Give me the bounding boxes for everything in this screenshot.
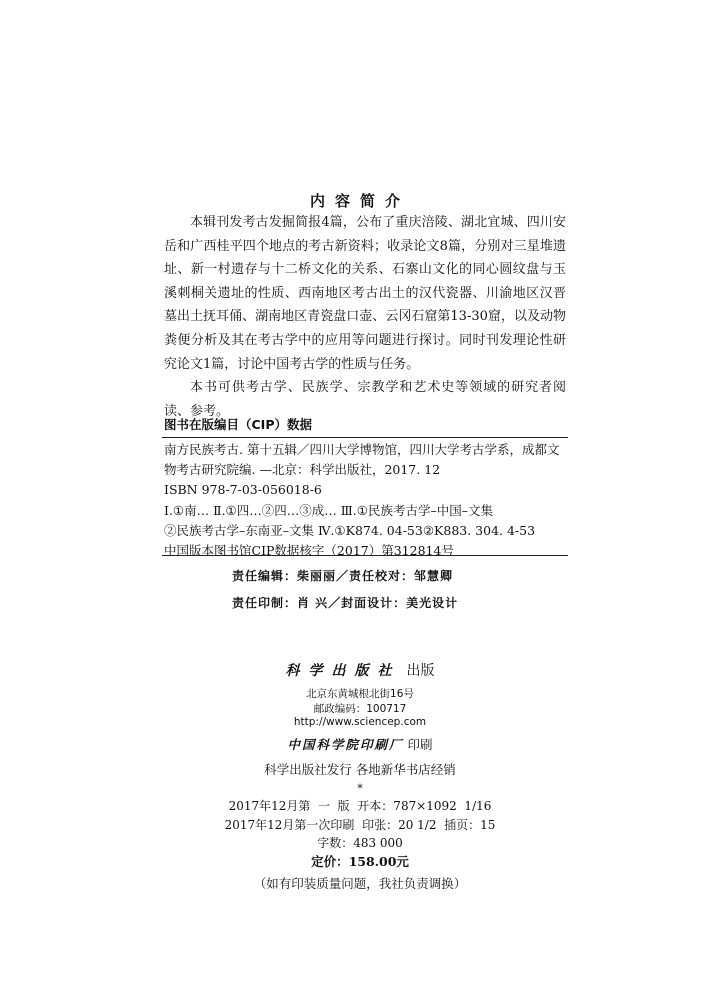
cip-line: 南方民族考古. 第十五辑／四川大学博物馆，四川大学考古学系，成都文 bbox=[164, 442, 560, 457]
separator-star: * bbox=[357, 782, 363, 795]
publisher-address: 北京东黄城根北街16号 bbox=[306, 688, 414, 700]
intro-body bbox=[164, 211, 566, 423]
intro-paragraph: 本辑刊发考古发掘简报4篇，公布了重庆涪陵、湖北宜城、四川安岳和广西桂平四个地点的考古新资料；收录论文8篇，分别对三星堆遗址、新一村遗存与十二桥文化的关系、石寨山文化的同心圆纹盘与玉溪刺桐关遗址的性质、西南地区考古出土的汉代瓷器、川渝地区汉晋墓出土抚耳俑、湖南地区青瓷盘口壶、云冈石窟第13-30窟，以及动物粪便分析及其在考古学中的应用等问题进行探讨。同时刊发理论性研究论文1篇，讨论中国考古学的性质与任务。 bbox=[164, 215, 566, 372]
production-credits: 责任印制：肖 兴／封面设计：美光设计 bbox=[232, 596, 459, 610]
printer-suffix: 印刷 bbox=[407, 737, 433, 752]
publisher-suffix: 出版 bbox=[406, 663, 435, 679]
cip-line: ②民族考古学–东南亚–文集 Ⅳ.①K874. 04-53②K883. 304. 4-53 bbox=[164, 522, 536, 538]
cip-line: 中国版本图书馆CIP数据核字（2017）第312814号 bbox=[164, 543, 454, 559]
price: 定价：158.00元 bbox=[311, 854, 409, 869]
publisher-url: http://www.sciencep.com bbox=[293, 716, 427, 728]
cip-heading: 图书在版编目（CIP）数据 bbox=[164, 417, 312, 432]
publisher-postcode: 邮政编码：100717 bbox=[313, 703, 407, 715]
cip-divider-top bbox=[162, 437, 568, 438]
editor-credits: 责任编辑：柴丽丽／责任校对：邹慧卿 bbox=[232, 569, 454, 583]
cip-isbn: ISBN 978-7-03-056018-6 bbox=[164, 482, 322, 498]
edition-info: 2017年12月第 一 版 开本：787×1092 1/16 bbox=[228, 799, 492, 813]
printer-name: 中国科学院印刷厂 bbox=[287, 737, 404, 752]
printer-line bbox=[0, 735, 720, 753]
distribution: 科学出版社发行 各地新华书店经销 bbox=[264, 762, 456, 777]
intro-title: 内容简介 bbox=[309, 192, 410, 210]
cip-line: Ⅰ.①南… Ⅱ.①四…②四…③成… Ⅲ.①民族考古学–中国–文集 bbox=[164, 502, 493, 518]
cip-record bbox=[164, 440, 566, 561]
cip-divider-bottom bbox=[162, 555, 568, 556]
word-count: 字数：483 000 bbox=[317, 836, 403, 850]
printing-info: 2017年12月第一次印刷 印张：20 1/2 插页：15 bbox=[224, 818, 496, 832]
publisher-line bbox=[0, 660, 720, 680]
quality-note: （如有印装质量问题，我社负责调换） bbox=[253, 876, 467, 891]
intro-paragraph: 本书可供考古学、民族学、宗教学和艺术史等领域的研究者阅读、参考。 bbox=[164, 380, 566, 419]
publisher-name: 科学出版社 bbox=[285, 663, 401, 679]
cip-line: 物考古研究院编. —北京：科学出版社，2017. 12 bbox=[164, 462, 441, 478]
